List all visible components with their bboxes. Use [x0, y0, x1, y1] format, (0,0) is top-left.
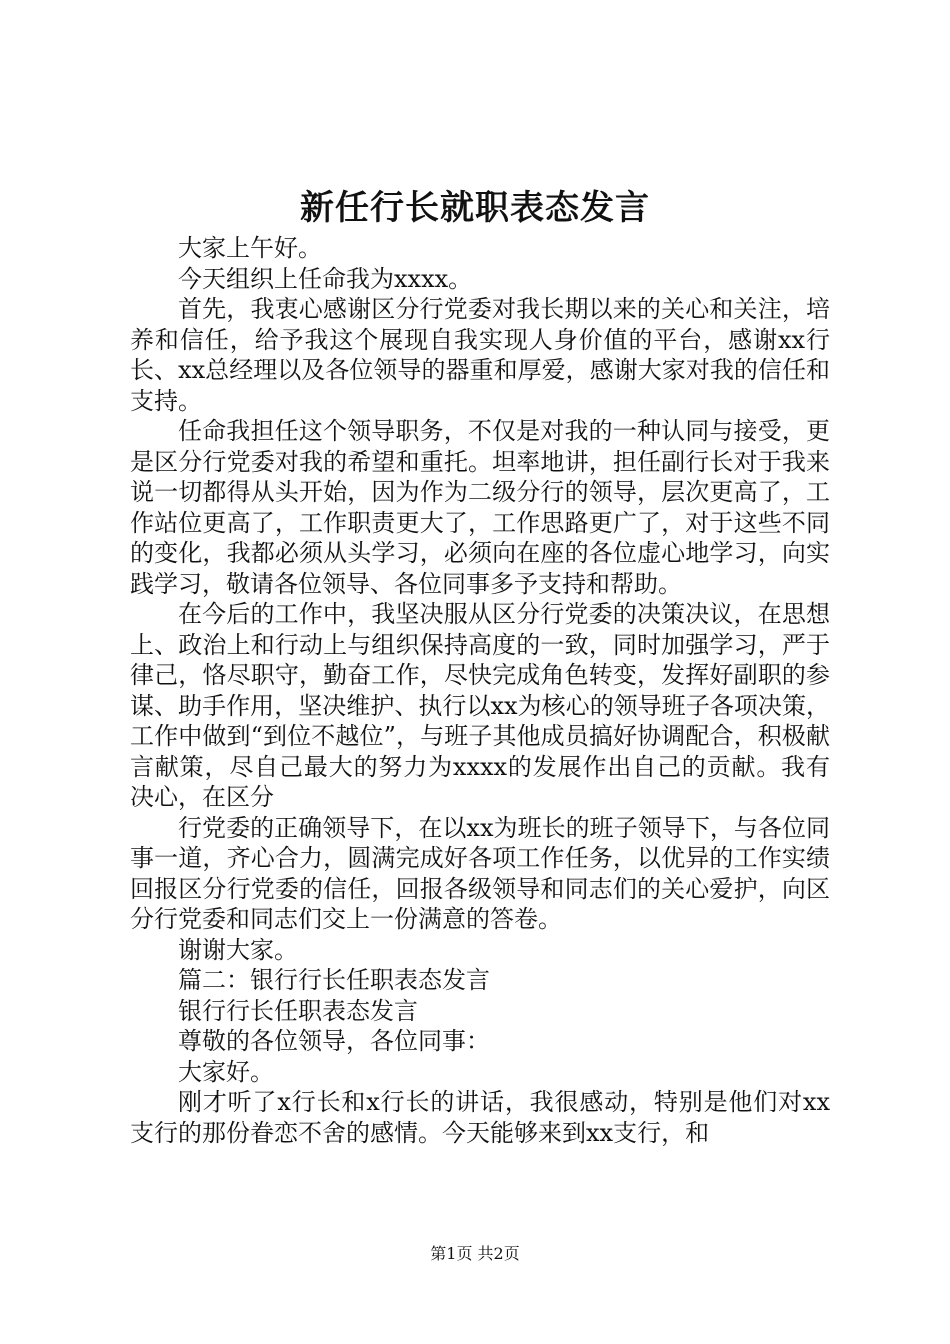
paragraph: 谢谢大家。	[178, 935, 298, 964]
salutation: 尊敬的各位领导，各位同事：	[178, 1027, 490, 1055]
paragraph: 刚才听了x行长和x行长的讲话，我很感动，特别是他们对xx支行的那份眷恋不舍的感情。今天能够来到xx支行，和	[130, 1088, 830, 1147]
document-body	[130, 233, 830, 1148]
paragraph: 任命我担任这个领导职务，不仅是对我的一种认同与接受，更是区分行党委对我的希望和重托。坦率地讲，担任副行长对于我来说一切都得从头开始，因为作为二级分行的领导，层次更高了，工作站位更高了，工作职责更大了，工作思路更广了，对于这些不同的变化，我都必须从头学习，必须向在座的各位虚心地学习，向实践学习，敬请各位领导、各位同事多予支持和帮助。	[130, 417, 830, 598]
paragraph: 在今后的工作中，我坚决服从区分行党委的决策决议，在思想上、政治上和行动上与组织保持高度的一致，同时加强学习，严于律己，恪尽职守，勤奋工作，尽快完成角色转变，发挥好副职的参谋、助手作用，坚决维护、执行以xx为核心的领导班子各项决策，工作中做到“到位不越位”，与班子其他成员搞好协调配合，积极献言献策，尽自己最大的努力为xxxx的发展作出自己的贡献。我有决心，在区分	[130, 600, 830, 811]
paragraph: 大家上午好。	[178, 234, 322, 262]
section-title: 银行行长任职表态发言	[178, 996, 418, 1025]
greeting: 大家好。	[178, 1057, 274, 1086]
page-number-footer: 第1页 共2页	[430, 1244, 520, 1263]
paragraph: 行党委的正确领导下，在以xx为班长的班子领导下，与各位同事一道，齐心合力，圆满完成好各项工作任务，以优异的工作实绩回报区分行党委的信任，回报各级领导和同志们的关心爱护，向区分行党委和同志们交上一份满意的答卷。	[130, 813, 830, 933]
section-heading: 篇二：银行行长任职表态发言	[178, 966, 490, 994]
document-title: 新任行长就职表态发言	[300, 188, 650, 228]
paragraph: 首先，我衷心感谢区分行党委对我长期以来的关心和关注，培养和信任，给予我这个展现自我实现人身价值的平台，感谢xx行长、xx总经理以及各位领导的器重和厚爱，感谢大家对我的信任和支持。	[130, 295, 830, 415]
paragraph: 今天组织上任命我为xxxx。	[178, 264, 473, 293]
